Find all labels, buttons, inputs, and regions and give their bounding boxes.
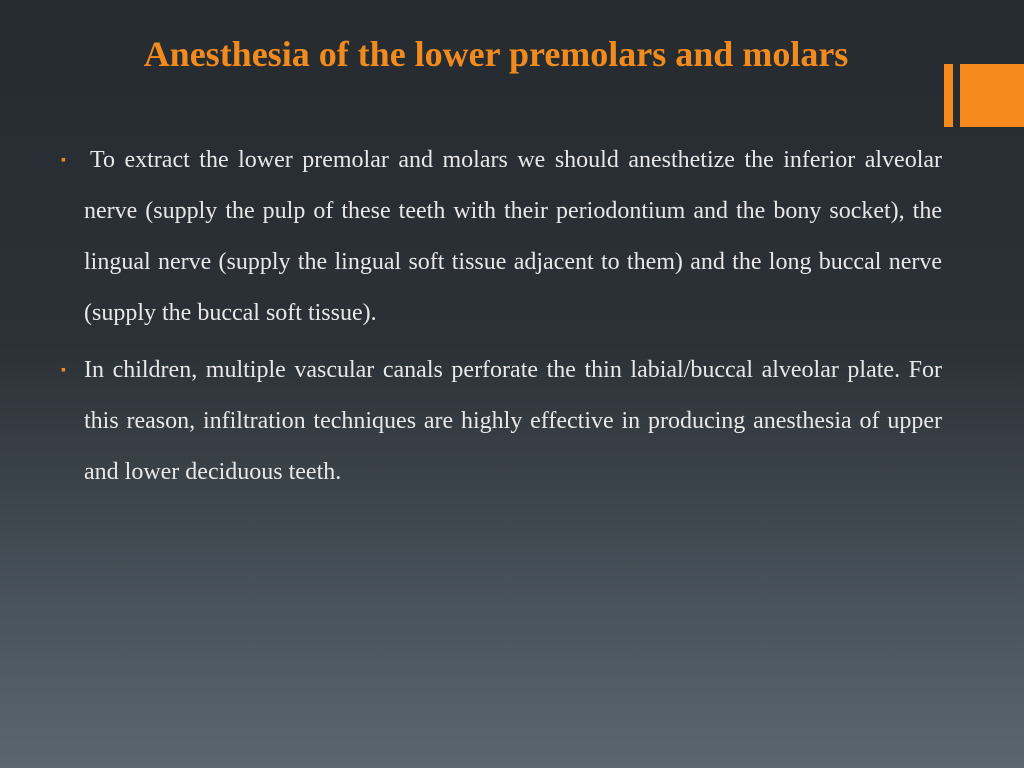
bullet-list: [58, 135, 942, 504]
bullet-item-1: [58, 135, 942, 339]
bullet-square-icon: ▪: [61, 363, 66, 378]
bullet-square-icon: ▪: [61, 153, 66, 168]
decorative-bar-thin: [944, 64, 953, 127]
bullet-text-1: To extract the lower premolar and molars we should anesthetize the inferior alveolar nerve (supply the pulp of these teeth with their periodontium and the bony socket), the lingual nerve (supply the lingual soft tissue adjacent to them) and the long buccal nerve (supply the buccal soft tissue).: [84, 147, 942, 326]
slide-title: Anesthesia of the lower premolars and molars: [143, 34, 849, 74]
bullet-item-2: [58, 345, 942, 498]
decorative-bar-thick: [960, 64, 1024, 127]
bullet-text-2: In children, multiple vascular canals perforate the thin labial/buccal alveolar plate. For this reason, infiltration techniques are highly effective in producing anesthesia of upper and lower deciduous teeth.: [84, 357, 942, 485]
